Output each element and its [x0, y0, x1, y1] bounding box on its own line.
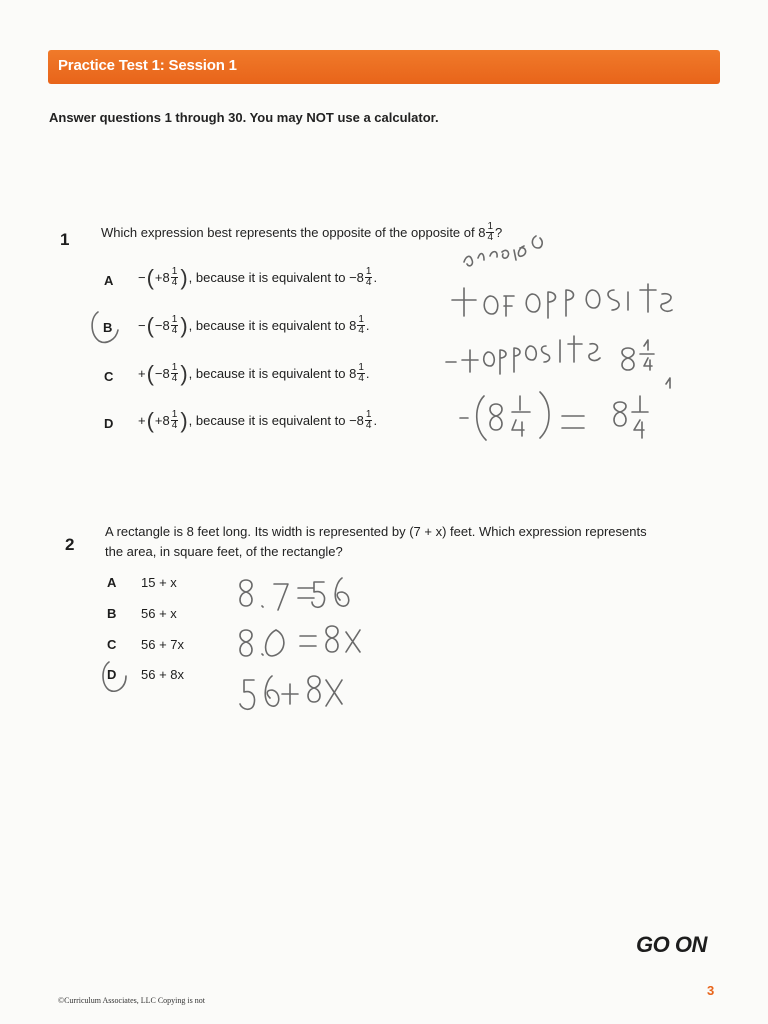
q2-option-d[interactable]: 56 + 8x — [141, 667, 185, 682]
q1-option-b-letter[interactable]: B — [103, 320, 113, 335]
copyright-footer: ©Curriculum Associates, LLC Copying is not — [58, 996, 205, 1005]
q1-option-c-letter[interactable]: C — [104, 369, 114, 384]
q2-option-b-letter[interactable]: B — [107, 606, 117, 621]
go-on-label: GO ON — [636, 932, 707, 957]
instructions: Answer questions 1 through 30. You may NOT use a calculator. — [49, 110, 439, 125]
q1-option-d-letter[interactable]: D — [104, 416, 114, 431]
question-2-line-1: A rectangle is 8 feet long. Its width is represented by (7 + x) feet. Which expression represents — [105, 524, 647, 539]
q2-option-c-letter[interactable]: C — [107, 637, 117, 652]
page-number: 3 — [707, 983, 715, 998]
scribble-8x — [240, 626, 360, 656]
q2-option-c[interactable]: 56 + 7x — [141, 637, 185, 652]
question-1-prompt: Which expression best represents the opposite of the opposite of 8 — [101, 225, 486, 240]
q1-option-a-letter[interactable]: A — [104, 273, 114, 288]
q1-option-b-expression: ( −8 $\frac{1}{4}$ ) — [146, 312, 188, 338]
question-1-fraction: $\frac{1}{4}$ — [487, 221, 494, 243]
q1-option-d-expression: ( +8 $\frac{1}{4}$ ) — [146, 407, 188, 433]
question-1-text: Which expression best represents the opposite of the opposite of 8 $\frac{1}{4}$ ? — [101, 221, 503, 243]
q1-option-a[interactable]: − ( +8 $\frac{1}{4}$ ) , because it is equivalent to −8 $\frac{1}{4}$ . — [138, 264, 378, 290]
q1-option-c[interactable]: + ( −8 $\frac{1}{4}$ ) , because it is equivalent to 8 $\frac{1}{4}$ . — [138, 360, 370, 386]
scribble-equation — [460, 378, 670, 440]
section-title: Practice Test 1: Session 1 — [58, 57, 237, 74]
question-2-number: 2 — [65, 535, 75, 554]
q2-option-b[interactable]: 56 + x — [141, 606, 177, 621]
q1-b-circle — [92, 312, 118, 342]
q2-option-a-letter[interactable]: A — [107, 575, 117, 590]
scribble-opposite — [464, 236, 542, 266]
q2-option-a[interactable]: 15 + x — [141, 575, 177, 590]
scribble-56-plus-8x — [240, 676, 342, 709]
q2-d-circle — [103, 662, 126, 691]
scribble-8x7 — [240, 578, 349, 610]
scribble-plus-opposite — [446, 336, 654, 374]
question-1-number: 1 — [60, 230, 70, 249]
question-2-line-2: the area, in square feet, of the rectangle? — [105, 544, 343, 559]
q1-option-a-expression: ( +8 $\frac{1}{4}$ ) — [146, 264, 188, 290]
q2-option-d-letter[interactable]: D — [107, 667, 117, 682]
q1-option-b[interactable]: − ( −8 $\frac{1}{4}$ ) , because it is equivalent to 8 $\frac{1}{4}$ . — [138, 312, 370, 338]
scribble-of-opposite — [452, 284, 672, 318]
q1-option-c-expression: ( −8 $\frac{1}{4}$ ) — [146, 360, 188, 386]
q1-option-d[interactable]: + ( +8 $\frac{1}{4}$ ) , because it is equivalent to −8 $\frac{1}{4}$ . — [138, 407, 378, 433]
